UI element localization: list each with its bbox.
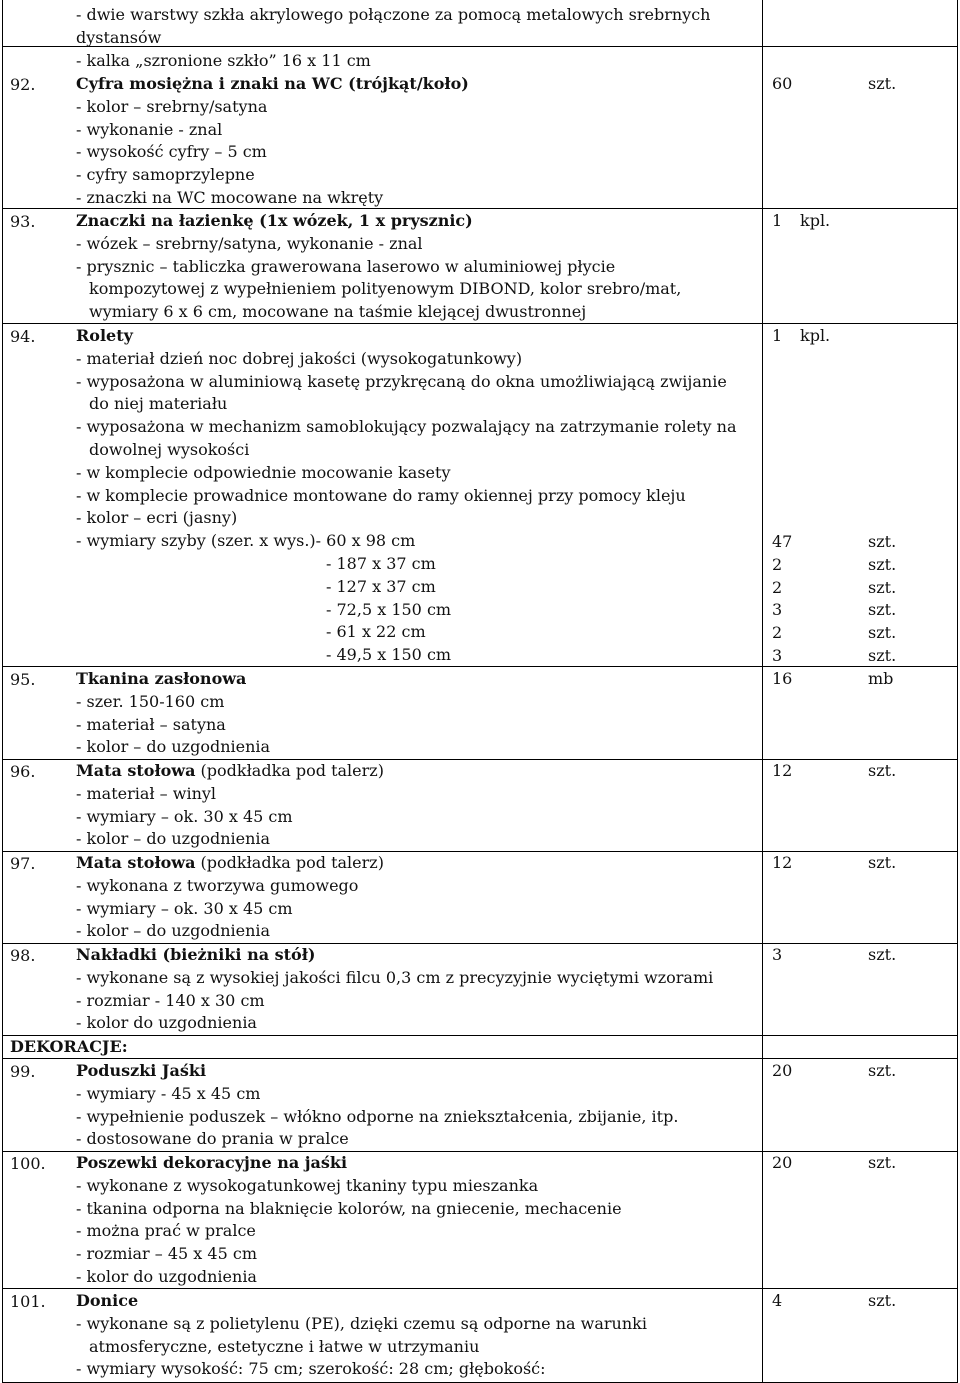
desc-line: - kolor do uzgodnienia: [76, 1013, 257, 1033]
desc-line: - prysznic – tabliczka grawerowana laserowo w aluminiowej płycie: [76, 256, 616, 276]
desc-line: - kolor – do uzgodnienia: [76, 737, 271, 757]
desc-line: - wysokość cyfry – 5 cm: [76, 142, 267, 162]
item-number: 92.: [10, 75, 36, 94]
dimension-unit: szt.: [868, 532, 897, 551]
desc-line: - można prać w pralce: [76, 1221, 256, 1241]
desc-line: - znaczki na WC mocowane na wkręty: [76, 187, 384, 207]
item-quantity: 20: [772, 1153, 793, 1172]
desc-line: - wykonane są z wysokiej jakości filcu 0,3 cm z precyzyjnie wyciętymi wzorami: [76, 967, 714, 987]
desc-line: - materiał – satyna: [76, 714, 226, 734]
item-unit: mb: [868, 669, 894, 688]
item-unit: kpl.: [800, 326, 831, 345]
dimension-line: - 49,5 x 150 cm: [326, 645, 452, 665]
item-number: 95.: [10, 670, 36, 689]
desc-line: - kolor – ecri (jasny): [76, 508, 238, 528]
item-title: Znaczki na łazienkę (1x wózek, 1 x prysznic): [76, 211, 473, 230]
dimension-unit: szt.: [868, 577, 897, 597]
desc-line: - wykonane z wysokogatunkowej tkaniny typu mieszanka: [76, 1175, 539, 1195]
section-heading: DEKORACJE:: [10, 1037, 128, 1056]
item-unit: szt.: [868, 1061, 897, 1080]
desc-line: - wózek – srebrny/satyna, wykonanie - znal: [76, 233, 423, 253]
item-quantity: 60: [772, 74, 793, 93]
desc-line: wymiary 6 x 6 cm, mocowane na taśmie klejącej dwustronnej: [89, 302, 587, 322]
item-quantity: 20: [772, 1061, 793, 1080]
desc-line: - dostosowane do prania w pralce: [76, 1129, 349, 1149]
desc-line: - wyposażona w mechanizm samoblokujący pozwalający na zatrzymanie rolety na: [76, 417, 737, 437]
item-unit: szt.: [868, 1291, 897, 1310]
item-unit: szt.: [868, 761, 897, 780]
desc-line: do niej materiału: [89, 394, 228, 414]
desc-line: - wykonane są z polietylenu (PE), dzięki czemu są odporne na warunki: [76, 1313, 647, 1333]
desc-line: - kolor – srebrny/satyna: [76, 96, 268, 116]
item-quantity: 12: [772, 853, 793, 872]
desc-line: - materiał dzień noc dobrej jakości (wysokogatunkowy): [76, 348, 523, 368]
desc-line: - kolor do uzgodnienia: [76, 1266, 257, 1286]
item-quantity: 1: [772, 211, 783, 230]
item-title: Rolety: [76, 326, 133, 345]
desc-line: - wymiary wysokość: 75 cm; szerokość: 28 cm; głębokość:: [76, 1359, 546, 1379]
desc-line: - kalka „szronione szkło” 16 x 11 cm: [76, 50, 371, 70]
desc-line: - cyfry samoprzylepne: [76, 165, 255, 185]
dimensions-label: - wymiary szyby (szer. x wys.)- 60 x 98 cm: [76, 531, 416, 551]
item-quantity: 16: [772, 669, 793, 688]
desc-line: kompozytowej z wypełnieniem polityenowym DIBOND, kolor srebro/mat,: [89, 279, 682, 299]
item-number: 99.: [10, 1062, 36, 1081]
item-title: Poszewki dekoracyjne na jaśki: [76, 1153, 348, 1172]
dimension-quantity: 47: [772, 532, 793, 551]
desc-line: - wymiary - 45 x 45 cm: [76, 1083, 261, 1103]
desc-line: - wykonana z tworzywa gumowego: [76, 875, 359, 895]
desc-line: dowolnej wysokości: [89, 439, 250, 459]
desc-line: - rozmiar – 45 x 45 cm: [76, 1244, 257, 1264]
desc-line: - wymiary – ok. 30 x 45 cm: [76, 806, 293, 826]
dimension-quantity: 3: [772, 600, 783, 620]
item-quantity: 4: [772, 1291, 783, 1310]
row-divider: [2, 1058, 958, 1059]
item-number: 93.: [10, 212, 36, 231]
item-unit: szt.: [868, 1153, 897, 1172]
dimension-unit: szt.: [868, 554, 897, 574]
dimension-unit-list: [868, 531, 948, 668]
item-number: 97.: [10, 854, 36, 873]
item-title: Mata stołowa: [76, 853, 196, 872]
dimension-line: - 187 x 37 cm: [326, 553, 436, 573]
item-number: 98.: [10, 946, 36, 965]
dimension-unit: szt.: [868, 623, 897, 643]
desc-line: - tkanina odporna na blaknięcie kolorów, na gniecenie, mechacenie: [76, 1198, 622, 1218]
item-title: Poduszki Jaśki: [76, 1061, 207, 1080]
desc-line: - wykonanie - znal: [76, 119, 223, 139]
desc-line: - wyposażona w aluminiową kasetę przykręcaną do okna umożliwiającą zwijanie: [76, 371, 727, 391]
dimension-unit: szt.: [868, 645, 897, 665]
item-title: Donice: [76, 1291, 139, 1310]
item-unit: kpl.: [800, 211, 831, 230]
desc-line: - dwie warstwy szkła akrylowego połączone za pomocą metalowych srebrnych: [76, 5, 711, 24]
desc-line: - kolor – do uzgodnienia: [76, 829, 271, 849]
dimension-line: - 72,5 x 150 cm: [326, 599, 452, 619]
item-title-note: (podkładka pod talerz): [195, 761, 384, 780]
desc-line: dystansów: [76, 27, 162, 47]
item-title-note: (podkładka pod talerz): [195, 853, 384, 872]
dimension-quantity: 2: [772, 623, 783, 643]
item-title: Mata stołowa: [76, 761, 196, 780]
dimension-quantity: 3: [772, 645, 783, 665]
item-quantity: 12: [772, 761, 793, 780]
item-title: Cyfra mosiężna i znaki na WC (trójkąt/koło): [76, 74, 469, 93]
dimension-unit: szt.: [868, 600, 897, 620]
item-number: 96.: [10, 762, 36, 781]
desc-line: - kolor – do uzgodnienia: [76, 921, 271, 941]
desc-line: - wypełnienie poduszek – włókno odporne na zniekształcenia, zbijanie, itp.: [76, 1106, 679, 1126]
item-title: Nakładki (bieżniki na stół): [76, 945, 316, 964]
item-number: 100.: [10, 1154, 46, 1173]
desc-line: - materiał – winyl: [76, 783, 217, 803]
dimension-quantity: 2: [772, 577, 783, 597]
item-unit: szt.: [868, 853, 897, 872]
desc-line: - rozmiar - 140 x 30 cm: [76, 990, 265, 1010]
item-unit: szt.: [868, 945, 897, 964]
dimension-quantity-list: [772, 531, 832, 668]
desc-line: - w komplecie prowadnice montowane do ramy okiennej przy pomocy kleju: [76, 485, 686, 505]
item-unit: szt.: [868, 74, 897, 93]
item-number: 94.: [10, 327, 36, 346]
desc-line: - wymiary – ok. 30 x 45 cm: [76, 898, 293, 918]
dimension-line: - 127 x 37 cm: [326, 576, 436, 596]
item-title: Tkanina zasłonowa: [76, 669, 247, 688]
dimension-quantity: 2: [772, 554, 783, 574]
item-number: 101.: [10, 1292, 46, 1311]
desc-line: atmosferyczne, estetyczne i łatwe w utrzymaniu: [89, 1336, 480, 1356]
desc-line: - w komplecie odpowiednie mocowanie kasety: [76, 462, 451, 482]
item-quantity: 1: [772, 326, 783, 345]
item-quantity: 3: [772, 945, 783, 964]
dimension-line: - 61 x 22 cm: [326, 622, 426, 642]
desc-line: - szer. 150-160 cm: [76, 691, 225, 711]
